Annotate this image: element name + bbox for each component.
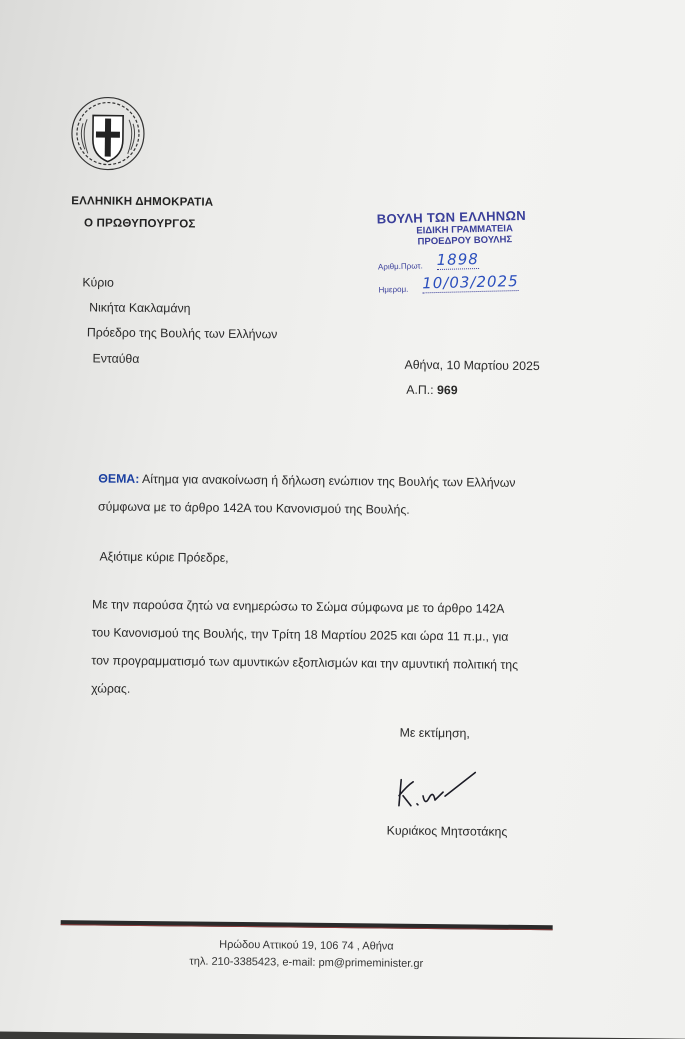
signer-name: Κυριάκος Μητσοτάκης xyxy=(386,823,508,839)
body-paragraph xyxy=(91,590,637,708)
office-heading: Ο ΠΡΩΘΥΠΟΥΡΓΟΣ xyxy=(83,217,196,231)
body-line-2: του Κανονισμού της Βουλής, την Τρίτη 18 Μαρτίου 2025 και ώρα 11 π.μ., για xyxy=(91,625,509,644)
stamp-date-label: Ημερομ. xyxy=(378,284,409,295)
footer-contact: τηλ. 210-3385423, e-mail: pm@primeminister.gr xyxy=(189,955,424,970)
body-line-3: τον προγραμματισμό των αμυντικών εξοπλισμών και την αμυντική πολιτική της xyxy=(91,653,519,672)
body-line-4: χώρας. xyxy=(91,681,131,696)
reference-label: Α.Π.: xyxy=(406,382,434,397)
stamp-line-2: ΕΙΔΙΚΗ ΓΡΑΜΜΑΤΕΙΑ xyxy=(416,223,513,237)
stamp-date-row xyxy=(378,271,553,294)
recipient-title: Πρόεδρο της Βουλής των Ελλήνων xyxy=(86,325,278,342)
coat-of-arms-emblem xyxy=(69,93,148,174)
stamp-line-3: ΠΡΟΕΔΡΟΥ ΒΟΥΛΗΣ xyxy=(417,234,513,248)
recipient-name: Νικήτα Κακλαμάνη xyxy=(89,300,191,316)
closing-regards: Με εκτίμηση, xyxy=(399,725,470,741)
subject-line-2: σύμφωνα με το άρθρο 142Α του Κανονισμού της Βουλής. xyxy=(97,499,410,517)
stamp-line-1: ΒΟΥΛΗ ΤΩΝ ΕΛΛΗΝΩΝ xyxy=(376,207,527,227)
stamp-date-value: 10/03/2025 xyxy=(421,272,519,293)
greeting: Αξιότιμε κύριε Πρόεδρε, xyxy=(99,549,229,565)
subject-text-1: Αίτημα για ανακοίνωση ή δήλωση ενώπιον της Βουλής των Ελλήνων xyxy=(142,471,516,490)
reference-value: 969 xyxy=(436,383,458,398)
recipient-salutation: Κύριο xyxy=(82,275,114,290)
stamp-protocol-row xyxy=(378,248,553,271)
stamp-protocol-value: 1898 xyxy=(436,249,480,270)
signature xyxy=(395,766,486,817)
footer-divider xyxy=(61,920,553,930)
place-date: Αθήνα, 10 Μαρτίου 2025 xyxy=(404,357,540,374)
subject-block xyxy=(98,464,599,525)
recipient-location: Ενταύθα xyxy=(92,351,140,366)
country-heading: ΕΛΛΗΝΙΚΗ ΔΗΜΟΚΡΑΤΙΑ xyxy=(71,195,214,209)
subject-label: ΘΕΜΑ: xyxy=(98,471,140,486)
footer-address: Ηρώδου Αττικού 19, 106 74 , Αθήνα xyxy=(219,938,394,953)
reference-number xyxy=(406,383,457,398)
stamp-protocol-label: Αριθμ.Πρωτ. xyxy=(377,261,423,272)
registry-stamp xyxy=(377,207,554,301)
body-line-1: Με την παρούσα ζητώ να ενημερώσω το Σώμα σύμφωνα με το άρθρο 142Α xyxy=(91,597,505,616)
